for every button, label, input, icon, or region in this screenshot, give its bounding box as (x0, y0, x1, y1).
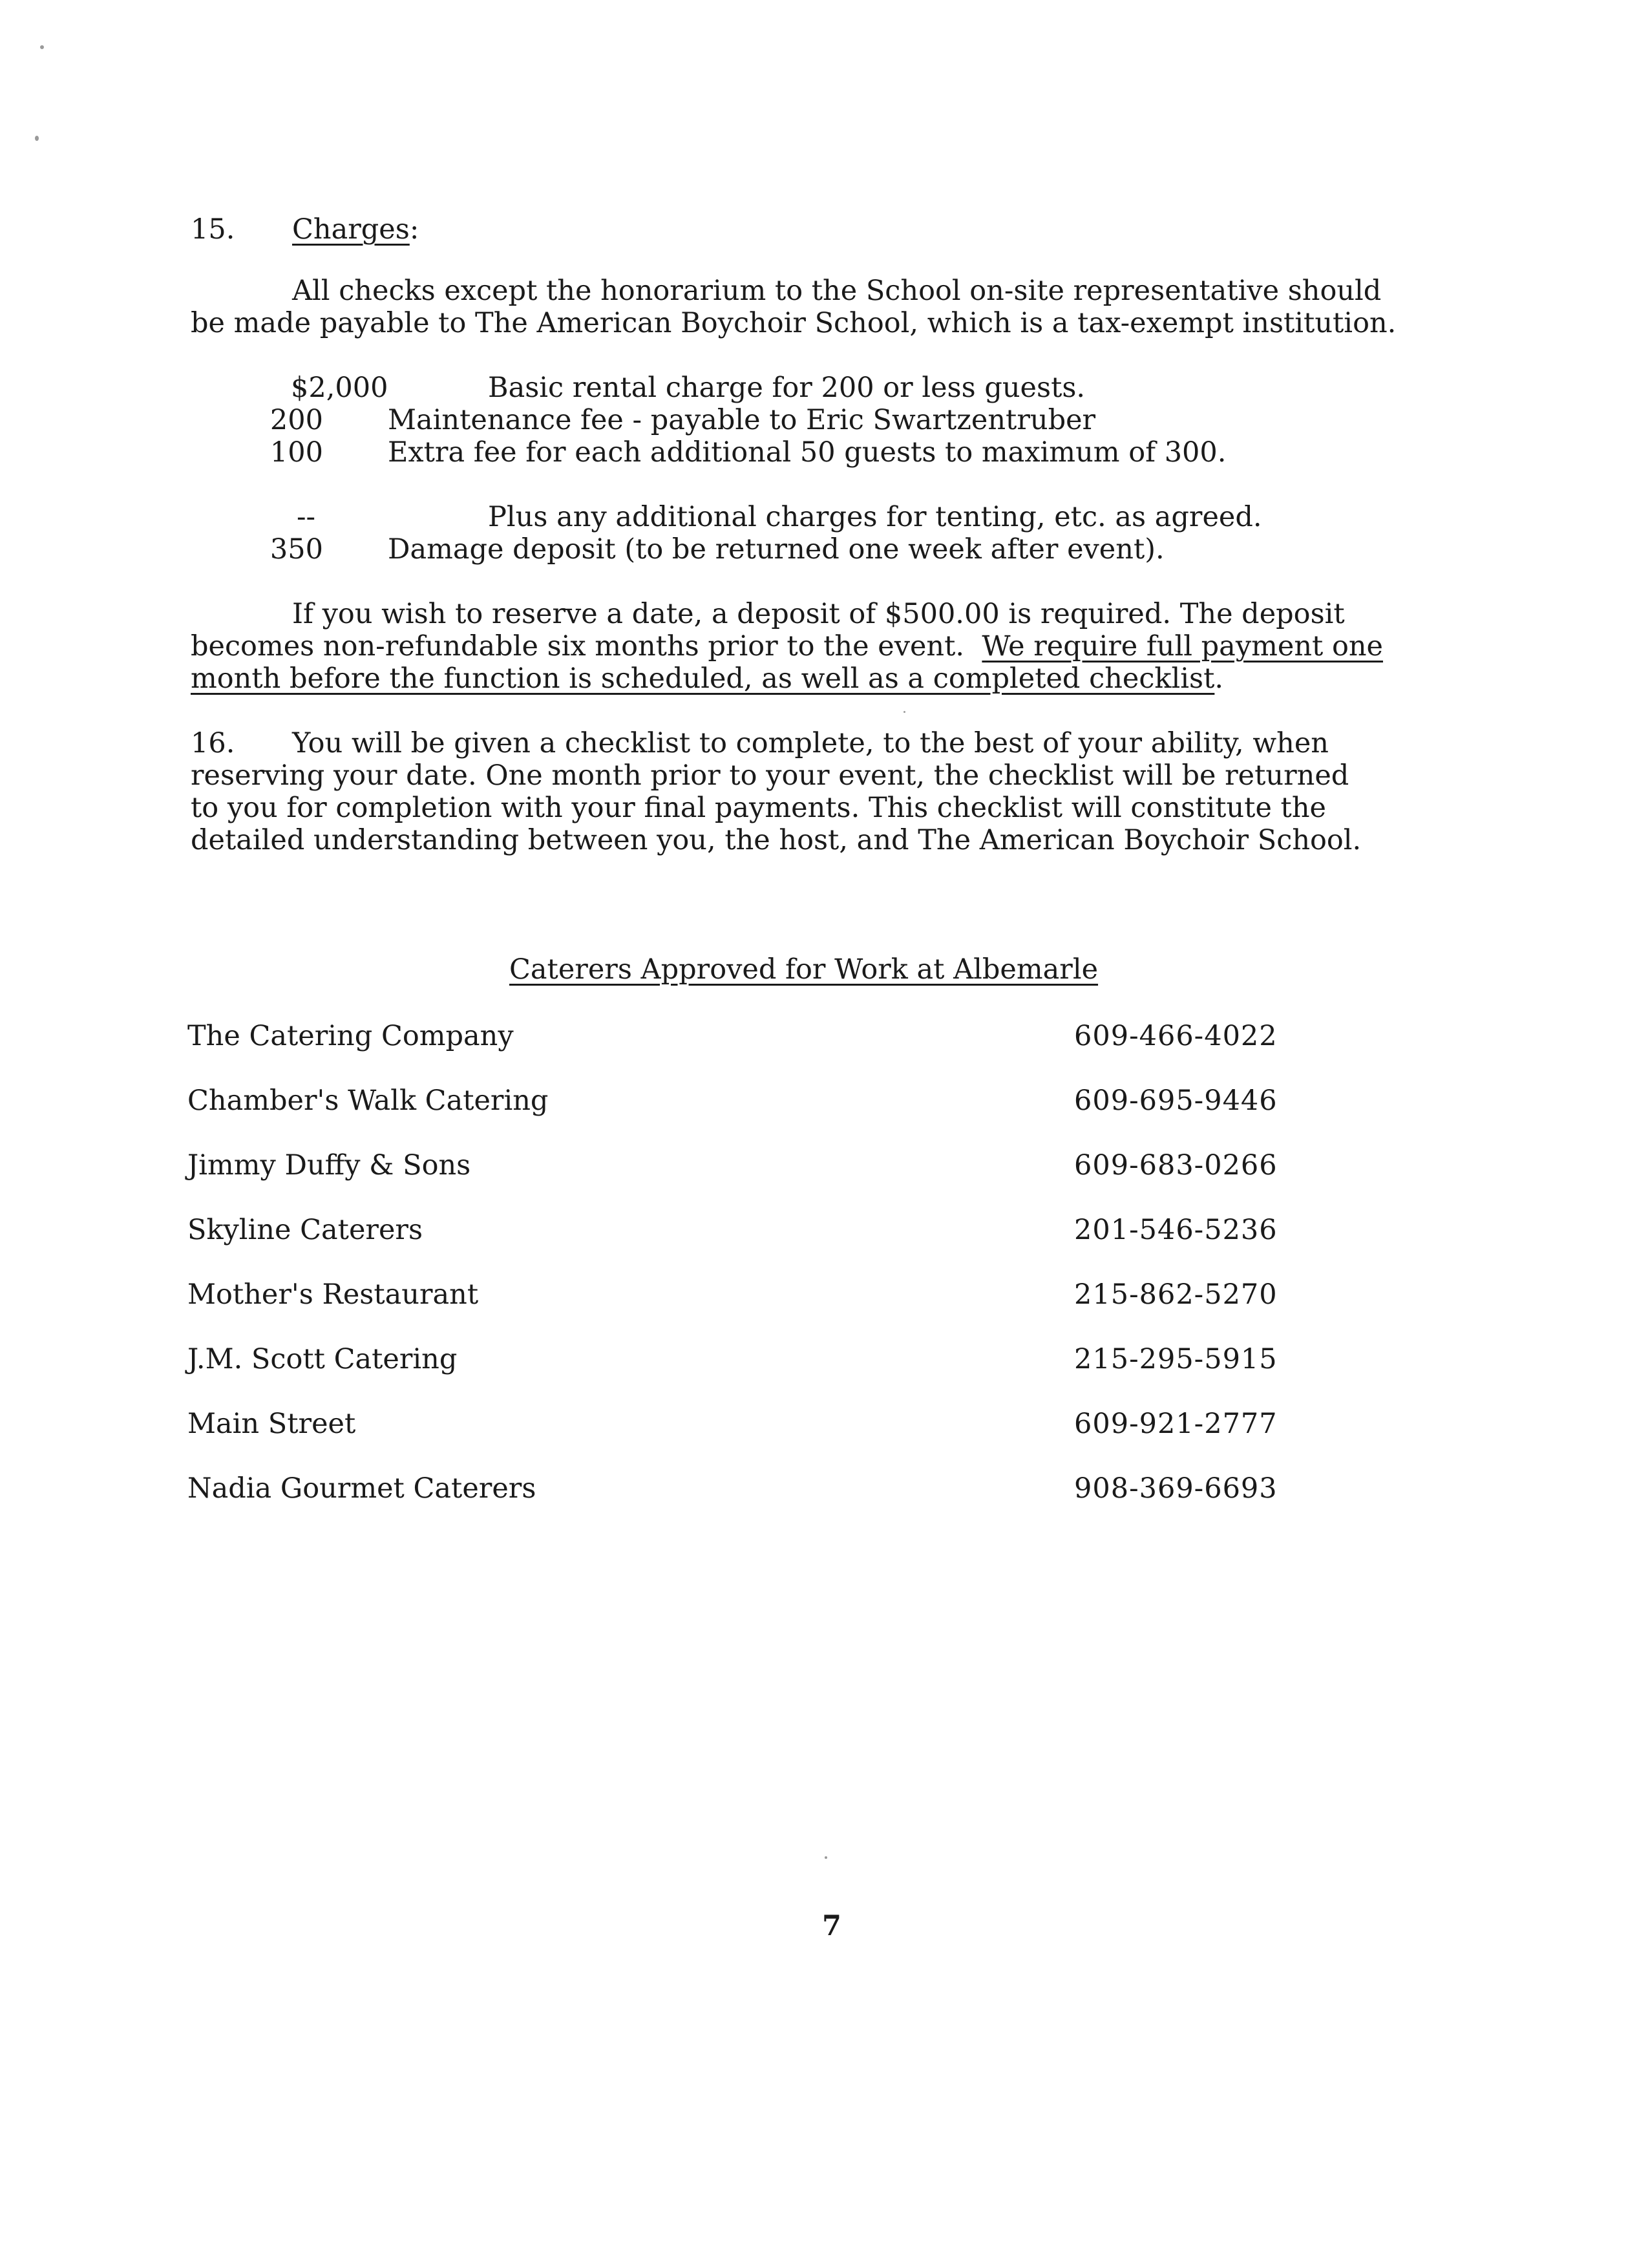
full-payment-requirement-cont: month before the function is scheduled, as well as a completed checklist (191, 662, 1215, 695)
scan-speck (825, 1856, 827, 1859)
deposit-line-3 (191, 662, 1223, 695)
caterer-name: Chamber's Walk Catering (187, 1085, 549, 1117)
deposit-line-2 (191, 630, 1383, 662)
section-15-heading (292, 213, 419, 246)
section-15-number: 15. (191, 213, 235, 246)
charge-description: Damage deposit (to be returned one week after event). (388, 533, 1165, 566)
page-number: 7 (822, 1910, 841, 1942)
deposit-line-2-text: becomes non-refundable six months prior to the event. (191, 630, 965, 662)
caterer-name: J.M. Scott Catering (187, 1343, 458, 1375)
charge-amount: $2,000 (291, 372, 388, 404)
caterer-phone: 215-862-5270 (1074, 1278, 1278, 1311)
section-16-line-2: reserving your date. One month prior to your event, the checklist will be returned (191, 759, 1349, 792)
caterer-phone: 609-921-2777 (1074, 1408, 1278, 1440)
charge-description: Basic rental charge for 200 or less guests. (488, 372, 1086, 404)
full-payment-requirement: We require full payment one (982, 630, 1384, 662)
section-16-line-1: You will be given a checklist to complete, to the best of your ability, when (292, 727, 1329, 759)
caterer-phone: 609-466-4022 (1074, 1020, 1278, 1052)
section-16-line-4: detailed understanding between you, the host, and The American Boychoir School. (191, 824, 1362, 856)
charge-amount: 200 (269, 404, 323, 436)
caterer-phone: 201-546-5236 (1074, 1214, 1278, 1246)
charge-description: Extra fee for each additional 50 guests to maximum of 300. (388, 436, 1227, 469)
caterer-name: Main Street (187, 1408, 356, 1440)
caterer-name: Nadia Gourmet Caterers (187, 1472, 536, 1505)
caterer-name: The Catering Company (187, 1020, 514, 1052)
scan-speck (40, 45, 44, 49)
charge-amount: 100 (269, 436, 323, 469)
section-16-line-3: to you for completion with your final payments. This checklist will constitute the (191, 792, 1326, 824)
charges-heading-colon: : (409, 213, 419, 246)
charges-heading-text: Charges (292, 213, 410, 246)
caterer-phone: 908-369-6693 (1074, 1472, 1278, 1505)
scan-speck (35, 136, 39, 141)
charge-amount: -- (296, 501, 315, 533)
deposit-line-3-period: . (1214, 662, 1224, 695)
charge-amount: 350 (269, 533, 323, 566)
scan-speck (903, 711, 905, 713)
section-16-number: 16. (191, 727, 235, 759)
charge-description: Plus any additional charges for tenting, etc. as agreed. (488, 501, 1262, 533)
caterer-name: Jimmy Duffy & Sons (187, 1149, 471, 1182)
caterers-title: Caterers Approved for Work at Albemarle (509, 953, 1099, 986)
charge-description: Maintenance fee - payable to Eric Swartzentruber (388, 404, 1096, 436)
intro-line-1: All checks except the honorarium to the School on-site representative should (292, 275, 1382, 307)
caterer-name: Skyline Caterers (187, 1214, 423, 1246)
intro-line-2: be made payable to The American Boychoir School, which is a tax-exempt institution. (191, 307, 1397, 339)
caterer-name: Mother's Restaurant (187, 1278, 479, 1311)
caterer-phone: 215-295-5915 (1074, 1343, 1278, 1375)
caterer-phone: 609-683-0266 (1074, 1149, 1278, 1182)
deposit-line-1: If you wish to reserve a date, a deposit of $500.00 is required. The deposit (292, 598, 1345, 630)
caterer-phone: 609-695-9446 (1074, 1085, 1278, 1117)
